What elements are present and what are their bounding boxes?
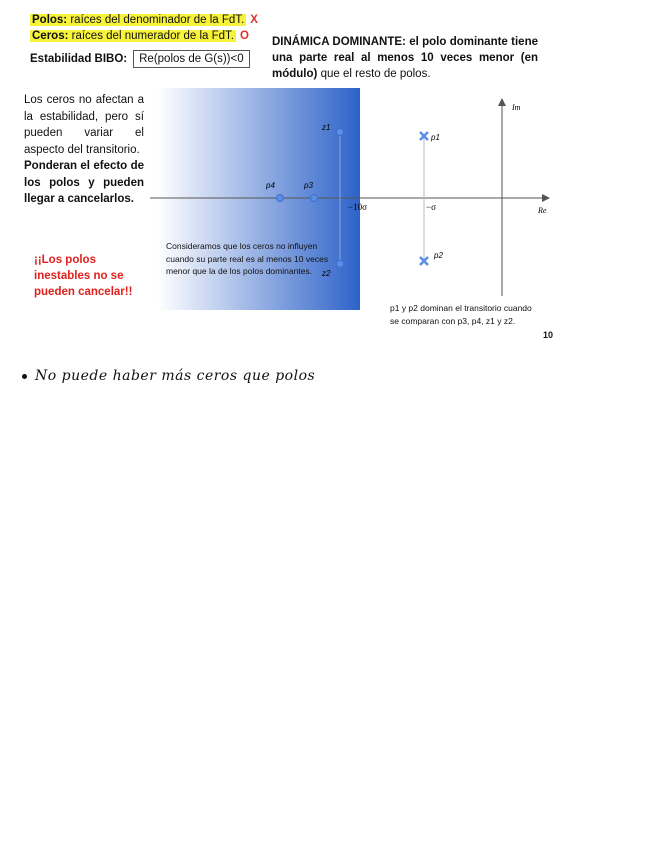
- bibo-condition-box: Re(polos de G(s))<0: [133, 50, 250, 68]
- zeros-effect-notes: [24, 92, 144, 208]
- zero-mark: O: [240, 30, 249, 42]
- zeros-negligible-note: Consideramos que los ceros no influyen cuando su parte real es al menos 10 veces menor que la de los polos dominantes.: [166, 241, 329, 276]
- zeros-weight-text: Ponderan el efecto de los polos y pueden llegar a cancelarlos.: [24, 160, 144, 205]
- handwritten-text: No puede haber más ceros que polos: [35, 368, 316, 384]
- bullet-dot: [22, 374, 27, 379]
- pole-zero-plot: [150, 88, 560, 313]
- bibo-stability: [30, 50, 250, 68]
- zeros-definition: [30, 28, 258, 44]
- definitions-block: [30, 12, 258, 44]
- tick-minus-10-sigma: −10σ: [348, 202, 367, 212]
- zeros-effect-text: Los ceros no afectan a la estabilidad, pero sí pueden variar el aspecto del transitorio.: [24, 94, 144, 156]
- label-p2: p2: [434, 251, 443, 260]
- label-p1: p1: [431, 133, 440, 142]
- marker-p3: [311, 195, 318, 202]
- dominant-dynamics: [272, 34, 538, 82]
- imaginary-axis-arrow: [498, 98, 506, 106]
- real-axis-arrow: [542, 194, 550, 202]
- re-axis-label: Re: [538, 206, 547, 215]
- zeros-label: Ceros:: [32, 30, 69, 42]
- tick-minus-sigma: −σ: [426, 202, 436, 212]
- page-number: 10: [543, 330, 554, 340]
- im-axis-label: Im: [512, 103, 521, 112]
- label-z2: z2: [322, 269, 331, 278]
- poles-label: Polos:: [32, 14, 68, 26]
- pole-mark: X: [250, 14, 258, 26]
- bibo-label: Estabilidad BIBO:: [30, 53, 128, 65]
- zero-z1: [337, 129, 344, 136]
- dominant-heading: DINÁMICA DOMINANTE:: [272, 36, 406, 48]
- marker-p4: [277, 195, 284, 202]
- poles-definition: [30, 12, 258, 28]
- label-p3: p3: [304, 181, 313, 190]
- label-z1: z1: [322, 123, 331, 132]
- unstable-poles-warning: ¡¡Los polos inestables no se pueden cancelar!!: [34, 254, 133, 298]
- dominant-text-bold: el polo dominante tiene una parte real al menos 10 veces menor (en módulo): [272, 36, 538, 80]
- zeros-highlight: [30, 30, 236, 42]
- zeros-text: raíces del numerador de la FdT.: [71, 30, 234, 42]
- handwritten-note: [22, 368, 315, 384]
- dominant-text-normal: que el resto de polos.: [320, 68, 431, 80]
- dominant-poles-note: p1 y p2 dominan el transitorio cuando se comparan con p3, p4, z1 y z2.: [390, 303, 532, 326]
- label-p4: p4: [266, 181, 275, 190]
- poles-highlight: [30, 14, 246, 26]
- poles-text: raíces del denominador de la FdT.: [70, 14, 245, 26]
